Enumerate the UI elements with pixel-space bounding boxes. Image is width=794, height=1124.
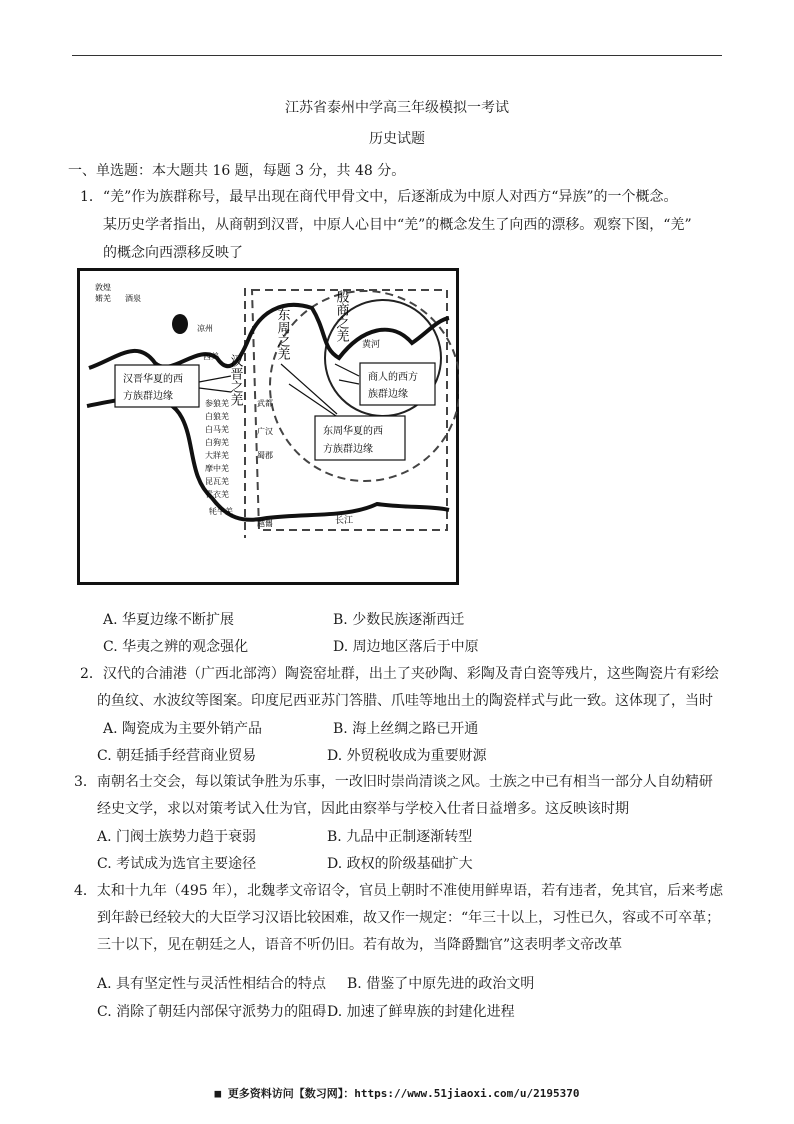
q2-option-c[interactable]: C. 朝廷插手经营商业贸易 [97, 748, 257, 764]
q4-option-a[interactable]: A. 具有坚定性与灵活性相结合的特点 [97, 976, 327, 992]
box-dongzhou-line2: 方族群边缘 [323, 444, 373, 455]
box-hanjin-line1: 汉晋华夏的西 [123, 374, 183, 385]
q3-option-a[interactable]: A. 门阀士族势力趋于衰弱 [97, 829, 257, 845]
place-jiuquan: 酒泉 [125, 294, 141, 303]
box-shang-line1: 商人的西方 [368, 372, 418, 383]
footer-link[interactable]: ■ 更多资料访问【数习网】：https://www.51jiaoxi.com/u/2195370 [214, 1087, 580, 1100]
label-yin-qiang: 殷商之羌 [333, 290, 349, 342]
tribe-1: 白狼羌 [205, 412, 229, 421]
river-changjiang-label: 长江 [335, 516, 354, 526]
q4-option-b[interactable]: B. 借鉴了中原先进的政治文明 [347, 976, 535, 992]
q4-option-d[interactable]: D. 加速了鲜卑族的封建化进程 [327, 1004, 515, 1020]
section-heading: 一、单选题：本大题共 16 题，每题 3 分，共 48 分。 [68, 163, 406, 179]
place-ruoqiang: 婼羌 [95, 294, 111, 303]
place-hanzhou: 凉州 [197, 324, 213, 333]
box-hanjin-line2: 方族群边缘 [123, 391, 173, 402]
tribe-6: 昆瓦羌 [205, 477, 229, 486]
box-dongzhou-line1: 东周华夏的西 [323, 426, 383, 437]
q2-line-2: 的鱼纹、水波纹等图案。印度尼西亚苏门答腊、爪哇等地出土的陶瓷样式与此一致。这体现了，当时 [97, 693, 713, 709]
label-hanjin-qiang: 汉晋之羌 [227, 354, 243, 406]
q3-line-1: 3．南朝名士交会，每以策试争胜为乐事，一改旧时崇尚清谈之风。士族之中已有相当一部分人自幼精研 [74, 774, 713, 790]
place-dunhuang: 敦煌 [95, 283, 111, 292]
q2-option-d[interactable]: D. 外贸税收成为重要财源 [327, 748, 487, 764]
place-xiqiang: 西羌 [203, 352, 219, 361]
q4-line-1: 4．太和十九年（495 年），北魏孝文帝诏令，官员上朝时不准使用鲜卑语，若有违者，免其官，后来考虑 [74, 883, 724, 899]
place-shujun: 蜀郡 [257, 451, 273, 460]
q2-option-a[interactable]: A. 陶瓷成为主要外销产品 [103, 721, 263, 737]
q1-line-2: 某历史学者指出，从商朝到汉晋，中原人心目中“羌”的概念发生了向西的漂移。观察下图，“羌” [103, 217, 692, 233]
q3-option-d[interactable]: D. 政权的阶级基础扩大 [327, 856, 473, 872]
tribe-5: 摩中羌 [205, 464, 229, 473]
q4-line-2: 到年龄已经较大的大臣学习汉语比较困难，故又作一规定：“年三十以上，习性已久，容或不可卒革； [97, 910, 721, 926]
label-dongzhou-qiang: 东周之羌 [274, 308, 290, 360]
q1-option-d[interactable]: D. 周边地区落后于中原 [333, 639, 479, 655]
exam-title: 江苏省泰州中学高三年级模拟一考试 [285, 100, 509, 116]
q1-option-a[interactable]: A. 华夏边缘不断扩展 [103, 612, 235, 628]
place-yuexi: 越巂 [257, 519, 273, 528]
q1-line-3: 的概念向西漂移反映了 [103, 245, 243, 261]
tribe-8: 牦牛羌 [209, 507, 233, 516]
q4-line-3: 三十以下，见在朝廷之人，语音不听仍旧。若有故为，当降爵黜官”这表明孝文帝改革 [97, 937, 623, 953]
tribe-4: 大牂羌 [205, 451, 229, 460]
tribe-0: 参狼羌 [205, 399, 229, 408]
tribe-2: 白马羌 [205, 425, 229, 434]
q3-option-b[interactable]: B. 九品中正制逐渐转型 [327, 829, 473, 845]
tribe-3: 白狗羌 [205, 438, 229, 447]
q1-option-c[interactable]: C. 华夷之辨的观念强化 [103, 639, 249, 655]
header-rule [72, 55, 722, 56]
qiang-migration-map [77, 268, 459, 585]
box-shang-line2: 族群边缘 [368, 389, 408, 400]
q2-option-b[interactable]: B. 海上丝绸之路已开通 [333, 721, 479, 737]
q2-line-1: 2．汉代的合浦港（广西北部湾）陶瓷窑址群，出土了夹砂陶、彩陶及青白瓷等残片，这些陶瓷片有彩绘 [80, 666, 719, 682]
qinghai-lake [172, 314, 188, 334]
place-wudu: 武都 [257, 399, 273, 408]
exam-subject: 历史试题 [369, 131, 425, 147]
q4-option-c[interactable]: C. 消除了朝廷内部保守派势力的阻碍 [97, 1004, 327, 1020]
q1-line-1: 1．“羌”作为族群称号，最早出现在商代甲骨文中，后逐渐成为中原人对西方“异族”的一个概念。 [80, 189, 678, 205]
place-guanghan: 广汉 [257, 427, 273, 436]
tribe-7: 青衣羌 [205, 490, 229, 499]
q1-option-b[interactable]: B. 少数民族逐渐西迁 [333, 612, 465, 628]
q3-line-2: 经史文学，求以对策考试入仕为官，因此由察举与学校入仕者日益增多。这反映该时期 [97, 801, 629, 817]
river-huanghe-label: 黄河 [362, 340, 381, 350]
q3-option-c[interactable]: C. 考试成为选官主要途径 [97, 856, 257, 872]
